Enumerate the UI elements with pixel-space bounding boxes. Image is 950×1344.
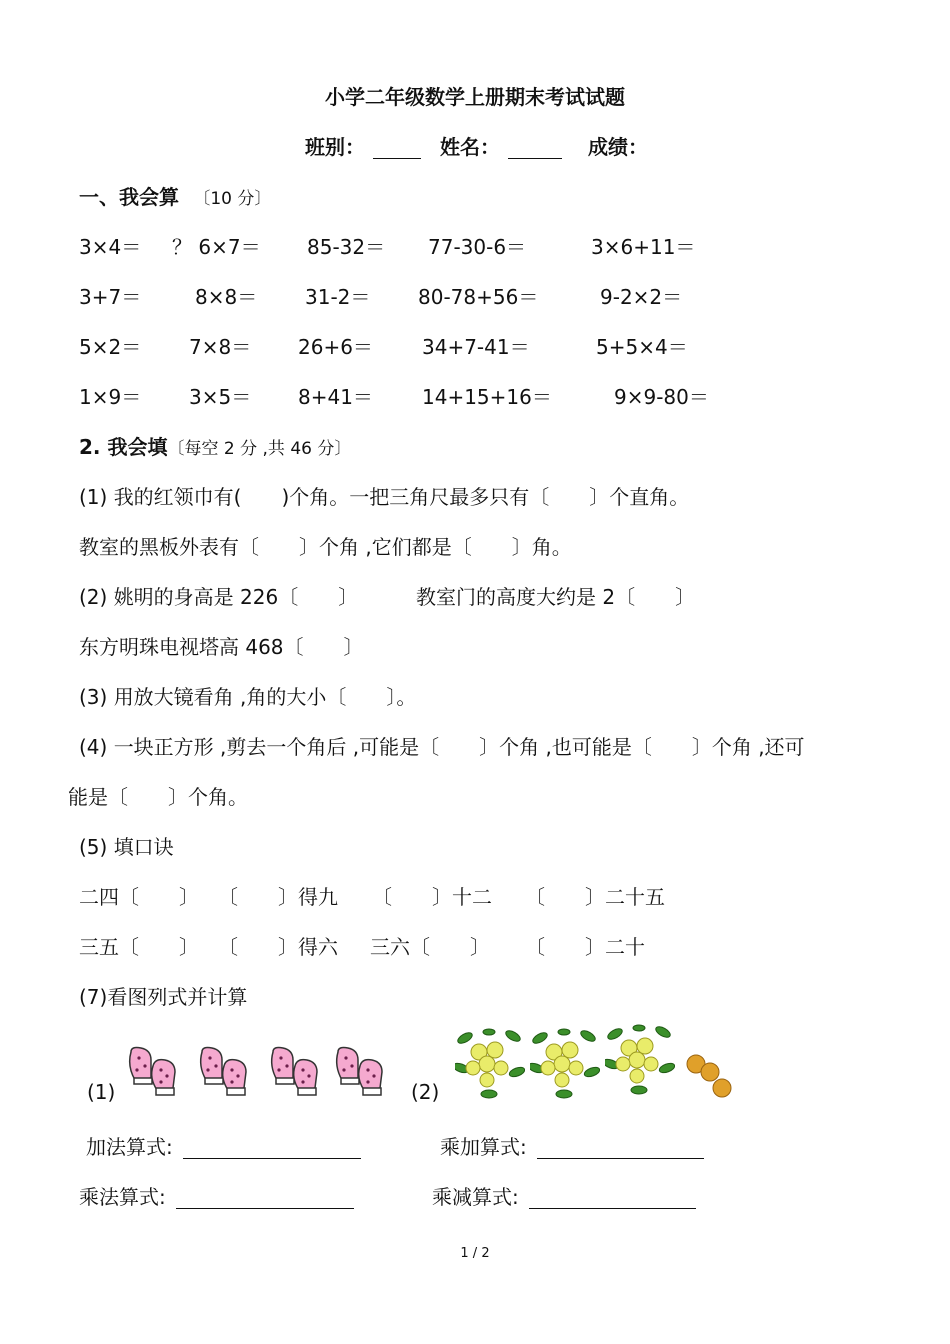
mitten-pair-icon	[332, 1046, 390, 1098]
koujue-item: 二四〔 〕	[79, 885, 199, 909]
calc-item: 8+41＝	[298, 385, 373, 409]
question-3: (3) 用放大镜看角 ,角的大小〔 〕。	[79, 685, 417, 709]
calc-item: 34+7-41＝	[422, 335, 530, 359]
koujue-item: 三五〔 〕	[79, 935, 199, 959]
calc-item: 1×9＝	[79, 385, 142, 409]
fruit-bunch-icon	[530, 1024, 600, 1100]
calc-item: 7×8＝	[189, 335, 252, 359]
calc-item: 5+5×4＝	[596, 335, 688, 359]
calc-item: 3×6+11＝	[591, 235, 696, 259]
add-formula-label: 加法算式:	[86, 1135, 173, 1159]
mitten-pair-icon	[196, 1046, 254, 1098]
section2-header	[79, 434, 351, 462]
calc-item: 3+7＝	[79, 285, 142, 309]
fruit-bunch-icon	[605, 1020, 675, 1096]
koujue-item: 〔 〕得九	[218, 885, 338, 909]
page-number: 1 / 2	[460, 1246, 490, 1261]
calc-item: ？ 6×7＝	[172, 235, 261, 259]
calc-item: 3×4＝	[79, 235, 142, 259]
section1-heading: 一、我会算	[79, 185, 179, 209]
koujue-item: 〔 〕十二	[372, 885, 492, 909]
question-2a: (2) 姚明的身高是 226〔 〕	[79, 585, 359, 609]
calc-item: 9-2×2＝	[600, 285, 683, 309]
calc-item: 5×2＝	[79, 335, 142, 359]
calc-item: 9×9-80＝	[614, 385, 709, 409]
mitten-pair-icon	[125, 1046, 183, 1098]
score-label: 成绩：	[588, 135, 648, 159]
question-4b: 能是〔 〕个角。	[68, 785, 248, 809]
koujue-item: 三六〔 〕	[370, 935, 490, 959]
mul-formula-label: 乘法算式:	[79, 1185, 166, 1209]
koujue-item: 〔 〕二十	[525, 935, 645, 959]
question-1b: 教室的黑板外表有〔 〕个角 ,它们都是〔 〕角。	[79, 535, 572, 559]
question-7: (7)看图列式并计算	[79, 985, 248, 1009]
question-2c: 东方明珠电视塔高 468〔 〕	[79, 635, 364, 659]
mulsub-formula-blank[interactable]	[529, 1188, 696, 1209]
section2-heading: 2. 我会填	[79, 435, 168, 459]
mitten-pair-icon	[267, 1046, 325, 1098]
add-formula-blank[interactable]	[183, 1138, 361, 1159]
class-label: 班别：	[305, 135, 365, 159]
section2-points: 〔每空 2 分 ,共 46 分〕	[167, 439, 352, 459]
question-2b: 教室门的高度大约是 2〔 〕	[416, 585, 696, 609]
calc-item: 26+6＝	[298, 335, 373, 359]
section1-points: 〔10 分〕	[193, 189, 272, 209]
calc-item: 85-32＝	[307, 235, 386, 259]
class-blank[interactable]	[373, 138, 421, 159]
picture-1-label: (1)	[87, 1080, 116, 1104]
mulsub-formula-label: 乘减算式:	[432, 1185, 519, 1209]
calc-item: 80-78+56＝	[418, 285, 539, 309]
question-1a: (1) 我的红领巾有( )个角。一把三角尺最多只有〔 〕个直角。	[79, 485, 690, 509]
calc-item: 3×5＝	[189, 385, 252, 409]
name-blank[interactable]	[508, 138, 562, 159]
question-5: (5) 填口诀	[79, 835, 174, 859]
calc-item: 8×8＝	[195, 285, 258, 309]
page-title: 小学二年级数学上册期末考试试题	[325, 85, 625, 109]
muladd-formula-blank[interactable]	[537, 1138, 704, 1159]
calc-item: 14+15+16＝	[422, 385, 552, 409]
picture-2-label: (2)	[411, 1080, 440, 1104]
fruit-bunch-icon	[455, 1024, 525, 1100]
koujue-item: 〔 〕得六	[218, 935, 338, 959]
loose-fruit-icon	[682, 1050, 736, 1102]
section1-header	[79, 184, 271, 212]
koujue-item: 〔 〕二十五	[525, 885, 665, 909]
mul-formula-blank[interactable]	[176, 1188, 354, 1209]
muladd-formula-label: 乘加算式:	[440, 1135, 527, 1159]
calc-item: 77-30-6＝	[428, 235, 527, 259]
question-4a: (4) 一块正方形 ,剪去一个角后 ,可能是〔 〕个角 ,也可能是〔 〕个角 ,还可	[79, 735, 805, 759]
calc-item: 31-2＝	[305, 285, 371, 309]
name-label: 姓名：	[440, 135, 500, 159]
